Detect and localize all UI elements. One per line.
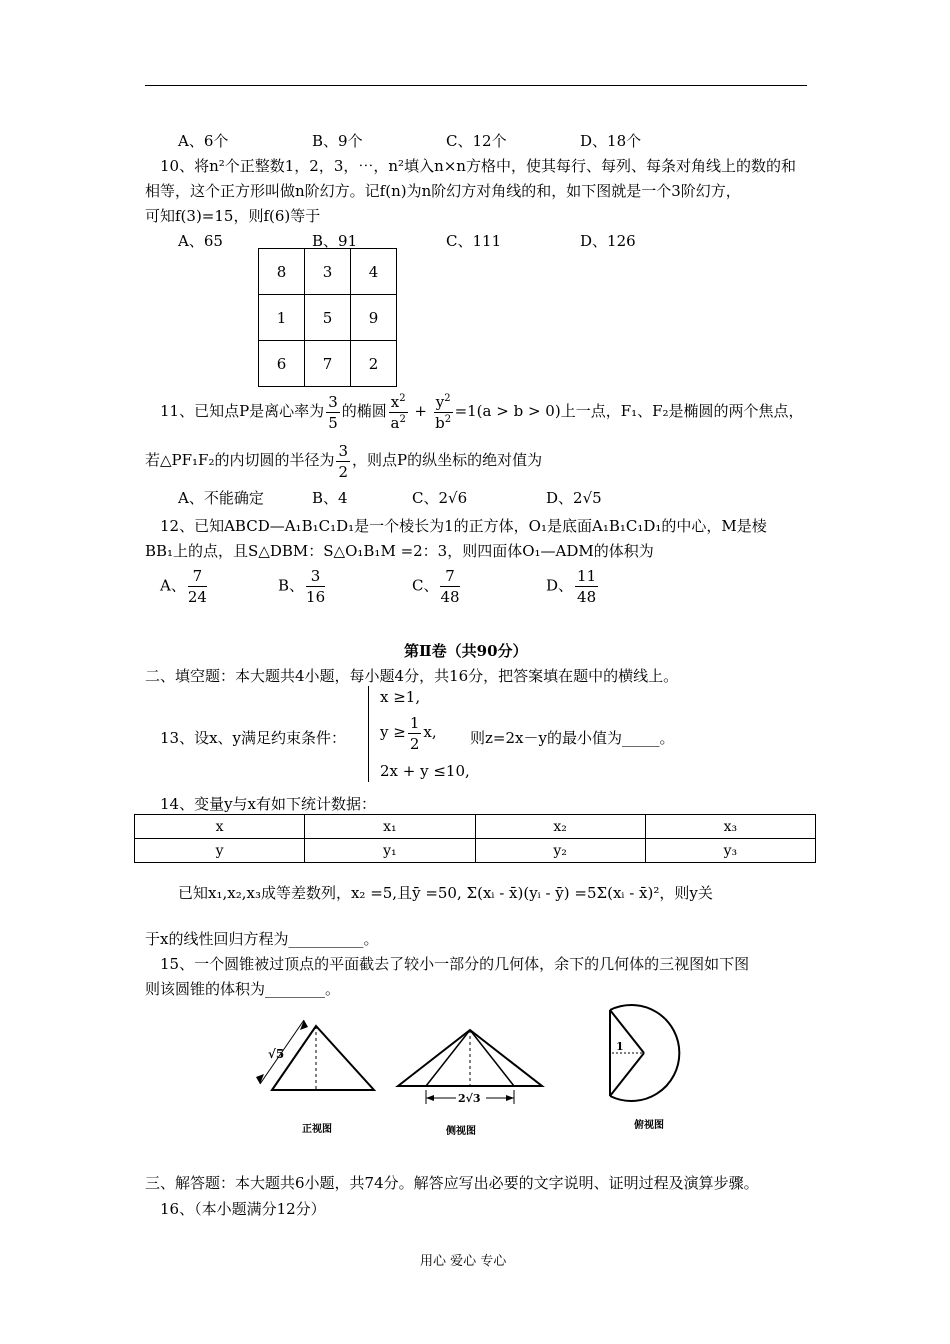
q11-option-b: B、4 — [312, 489, 348, 507]
q11-line2: 若△PF₁F₂的内切圆的半径为 $\frac{3}{2}$ ，则点P的纵坐标的绝对值为 — [145, 441, 543, 481]
magic-cell: 6 — [259, 341, 305, 387]
q14-intro: 14、变量y与x有如下统计数据： — [160, 795, 377, 813]
front-view — [256, 1020, 374, 1090]
magic-cell: 3 — [305, 249, 351, 295]
fill-intro: 二、填空题：本大题共4小题，每小题4分，共16分，把答案填在题中的横线上。 — [145, 667, 679, 685]
q10-option-b: B、91 — [312, 232, 358, 250]
q12-option-c: C、 $\frac{7}{48}$ — [412, 567, 460, 606]
magic-cell: 7 — [305, 341, 351, 387]
q10-line3: 可知f(3)=15，则f(6)等于 — [145, 207, 321, 225]
magic-cell: 1 — [259, 295, 305, 341]
two-sqrt3-label: 2√3 — [458, 1092, 481, 1105]
q13-prefix: 13、设x、y满足约束条件： — [160, 729, 347, 747]
magic-cell: 9 — [351, 295, 397, 341]
side-view — [398, 1030, 542, 1105]
table-cell: y₁ — [305, 839, 475, 863]
q12-option-a: A、 $\frac{7}{24}$ — [160, 567, 207, 606]
q16-title: 16、（本小题满分12分） — [160, 1200, 326, 1218]
table-cell: y₂ — [475, 839, 645, 863]
q10-line1: 10、将n²个正整数1，2，3，⋯，n²填入n×n方格中，使其每行、每列、每条对角线上的数的和 — [160, 157, 796, 175]
q15-line2: 则该圆锥的体积为________。 — [145, 980, 341, 998]
eccentricity-fraction: $\frac{3}{5}$ — [328, 392, 338, 432]
q11-option-d: D、2√5 — [546, 489, 602, 507]
q11-line1: 11、已知点P是离心率为 $\frac{3}{5}$ 的椭圆 $\frac{x^2}{a^2}$ + $\frac{y^2}{b^2}$ =1(a > b > 0)上一点，F₁、F₂是椭圆的两个焦点， — [160, 392, 804, 432]
magic-cell: 5 — [305, 295, 351, 341]
q13-suffix: 则z=2x－y的最小值为_____。 — [470, 729, 675, 747]
q9-option-a: A、6个 — [178, 132, 229, 150]
header-rule — [145, 85, 807, 86]
system-brace — [368, 686, 377, 782]
q12-option-b: B、 $\frac{3}{16}$ — [278, 567, 326, 606]
table-cell: y₃ — [645, 839, 815, 863]
magic-square — [258, 248, 397, 387]
side-view-caption: 侧视图 — [446, 1126, 476, 1137]
top-view — [610, 1005, 679, 1101]
magic-cell: 2 — [351, 341, 397, 387]
y2-b2-fraction: $\frac{y^2}{b^2}$ — [435, 392, 452, 432]
q10-line2: 相等，这个正方形叫做n阶幻方。记f(n)为n阶幻方对角线的和，如下图就是一个3阶幻方， — [145, 182, 741, 200]
magic-cell: 4 — [351, 249, 397, 295]
q12-line2: BB₁上的点，且S△DBM：S△O₁B₁M =2：3，则四面体O₁—ADM的体积为 — [145, 542, 654, 560]
front-view-caption: 正视图 — [302, 1124, 332, 1135]
q10-option-a: A、65 — [178, 232, 223, 250]
table-cell: x₁ — [305, 815, 475, 839]
q10-option-d: D、126 — [580, 232, 636, 250]
q12-line1: 12、已知ABCD—A₁B₁C₁D₁是一个棱长为1的正方体，O₁是底面A₁B₁C₁D₁的中心，M是棱 — [160, 517, 767, 535]
q9-option-d: D、18个 — [580, 132, 642, 150]
q14-condition: 已知x₁,x₂,x₃成等差数列，x₂ =5,且ȳ =50, Σ(xᵢ - x̄)(yᵢ - ȳ) =5Σ(xᵢ - x̄)²，则y关 — [178, 884, 713, 902]
three-views-diagram — [250, 1000, 710, 1140]
q9-option-b: B、9个 — [312, 132, 363, 150]
q13-constraint-1: x ≥1, — [380, 688, 421, 706]
magic-cell: 8 — [259, 249, 305, 295]
q11-option-a: A、不能确定 — [178, 489, 264, 507]
q15-line1: 15、一个圆锥被过顶点的平面截去了较小一部分的几何体，余下的几何体的三视图如下图 — [160, 955, 750, 973]
q13-constraint-2: y ≥ $\frac{1}{2}$ x, — [380, 713, 437, 753]
page-footer: 用心 爱心 专心 — [420, 1254, 507, 1269]
section-title: 第Ⅱ卷（共90分） — [404, 642, 528, 660]
table-cell: y — [135, 839, 305, 863]
q12-option-d: D、 $\frac{11}{48}$ — [546, 567, 597, 606]
q9-option-c: C、12个 — [446, 132, 507, 150]
table-cell: x — [135, 815, 305, 839]
table-cell: x₃ — [645, 815, 815, 839]
q11-option-c: C、2√6 — [412, 489, 468, 507]
radius-fraction: $\frac{3}{2}$ — [338, 441, 349, 481]
q10-option-c: C、111 — [446, 232, 502, 250]
top-view-caption: 俯视图 — [634, 1120, 664, 1131]
q14-line2: 于x的线性回归方程为__________。 — [145, 930, 379, 948]
x2-a2-fraction: $\frac{x^2}{a^2}$ — [390, 392, 406, 432]
sqrt5-label: √5 — [268, 1047, 285, 1061]
answer-intro: 三、解答题：本大题共6小题，共74分。解答应写出必要的文字说明、证明过程及演算步骤。 — [145, 1174, 759, 1192]
table-cell: x₂ — [475, 815, 645, 839]
q13-constraint-3: 2x + y ≤10, — [380, 762, 470, 780]
stats-table — [134, 814, 816, 863]
one-label: 1 — [616, 1040, 624, 1053]
